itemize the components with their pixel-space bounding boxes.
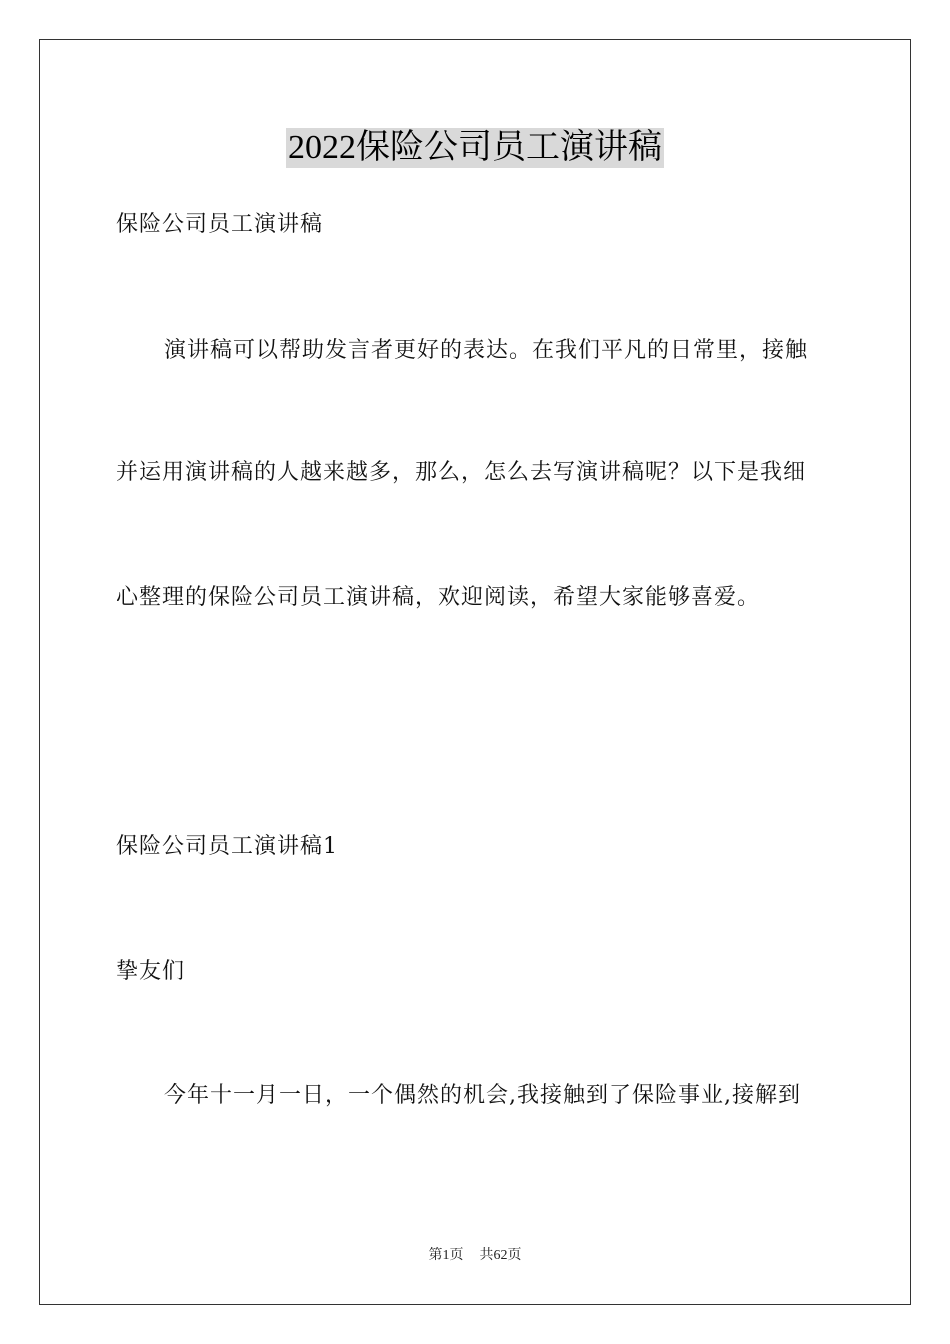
page-footer <box>0 1246 950 1266</box>
section-heading: 保险公司员工演讲稿1 <box>116 834 338 859</box>
intro-paragraph-line-2: 并运用演讲稿的人越来越多，那么，怎么去写演讲稿呢？以下是我细 <box>116 460 807 485</box>
document-title: 2022保险公司员工演讲稿 <box>288 129 662 166</box>
salutation: 挚友们 <box>116 959 186 984</box>
total-pages: 共62页 <box>479 1248 522 1263</box>
title-container <box>0 128 950 168</box>
intro-paragraph-line-1: 演讲稿可以帮助发言者更好的表达。在我们平凡的日常里，接触 <box>164 338 809 363</box>
document-subtitle: 保险公司员工演讲稿 <box>116 212 324 237</box>
body-paragraph-line-1: 今年十一月一日，一个偶然的机会,我接触到了保险事业,接解到 <box>164 1083 801 1108</box>
page-number: 第1页 <box>428 1248 464 1263</box>
intro-paragraph-line-3: 心整理的保险公司员工演讲稿，欢迎阅读，希望大家能够喜爱。 <box>116 585 761 610</box>
